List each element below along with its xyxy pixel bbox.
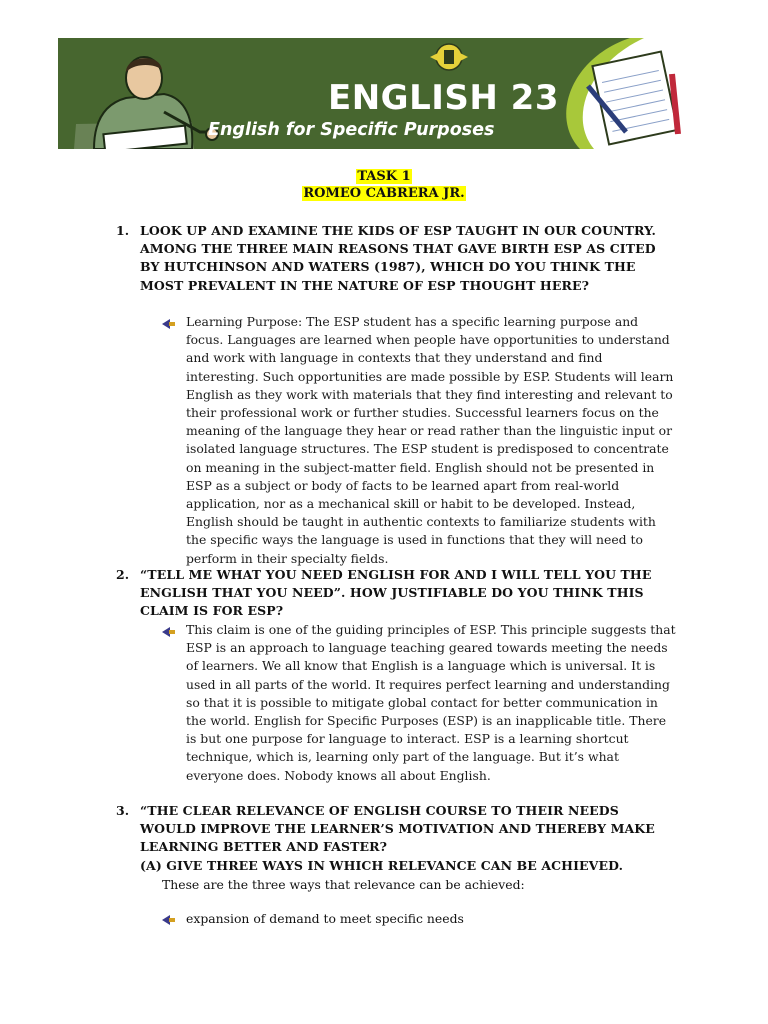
question-2 [116,566,676,621]
question-text: LOOK UP AND EXAMINE THE KIDS OF ESP TAUGHT IN OUR COUNTRY. AMONG THE THREE MAIN REASONS THAT GAVE BIRTH ESP AS CITED BY HUTCHINSON AND WATERS (1987), WHICH DO YOU THINK THE MOST PREVALENT IN THE NATURE OF ESP THOUGHT HERE? [140,223,657,293]
notepad-and-pens-illustration [578,46,684,146]
task-label: TASK 1 [357,169,411,184]
course-banner [58,38,710,149]
sub-question-a: (A) GIVE THREE WAYS IN WHICH RELEVANCE CAN BE ACHIEVED. [140,857,624,873]
answer-1: Learning Purpose: The ESP student has a specific learning purpose and focus. Languages are learned when people have opportunities to understand and work with language in contexts that they understand and find interesting. Such opportunities are made possible by ESP. Students will learn English as they work with materials that they find interesting and relevant to their professional work or further studies. Successful learners focus on the meaning of the language they hear or read rather than the linguistic input or isolated language structures. The ESP student is predisposed to concentrate on meaning in the subject-matter field. English should not be presented in ESP as a subject or body of facts to be learned apart from real-world application, nor as a mechanical skill or habit to be developed. Instead, English should be taught in authentic contexts to familiarize students with the specific ways the language is used in functions that they will need to perform in their specialty fields. [186,314,674,566]
author-name: ROMEO CABRERA JR. [303,186,465,201]
arrow-bullet-icon [160,914,176,926]
task-heading [0,168,768,185]
answer-2: This claim is one of the guiding principles of ESP. This principle suggests that ESP is an approach to language teaching geared towards meeting the needs of learners. We all know that English is a language which is universal. It is used in all parts of the world. It requires perfect learning and understanding so that it is possible to mitigate global contact for better communication in the world. English for Specific Purposes (ESP) is an inapplicable title. There is but one purpose for language to interact. ESP is a learning shortcut technique, which is, learning only part of the language. But it’s what everyone does. Nobody knows all about English. [186,622,676,783]
question-text: “THE CLEAR RELEVANCE OF ENGLISH COURSE TO THEIR NEEDS WOULD IMPROVE THE LEARNER’S MOTIVATION AND THEREBY MAKE LEARNING BETTER AND FASTER? [140,803,655,855]
question-text: “TELL ME WHAT YOU NEED ENGLISH FOR AND I WILL TELL YOU THE ENGLISH THAT YOU NEED”. HOW JUSTIFIABLE DO YOU THINK THIS CLAIM IS FOR ESP? [140,567,652,619]
question-number: 1. [116,223,130,238]
answer-3-bullet-1: expansion of demand to meet specific needs [186,911,464,926]
author-heading [0,185,768,202]
course-title: ENGLISH 23 [328,78,559,118]
arrow-bullet-icon [160,626,176,638]
question-number: 3. [116,803,130,818]
answer-3-intro: These are the three ways that relevance can be achieved: [162,877,525,892]
arrow-bullet-icon [160,318,176,330]
university-logo-icon [426,42,472,72]
question-3 [116,802,676,875]
course-subtitle: English for Specific Purposes [208,120,495,140]
question-number: 2. [116,567,130,582]
question-1 [116,222,676,295]
